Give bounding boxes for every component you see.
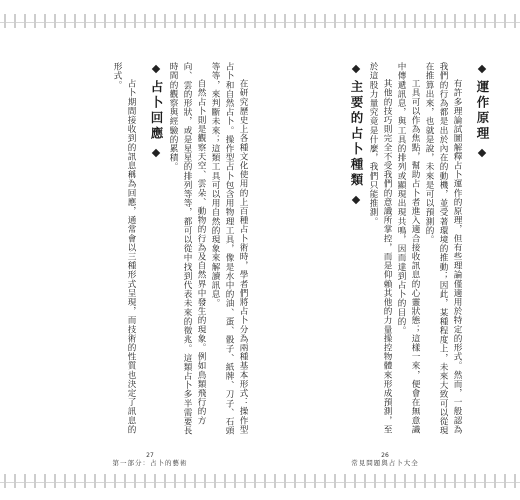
diamond-bullet-icon — [152, 149, 160, 157]
paragraph: 占卜期間接收到的訊息稱為回應，通常會以三種形式呈現，而技術的性質也決定了訊息的形式。 — [112, 62, 136, 435]
paragraph: 有許多理論試圖解釋占卜運作的原理，但有些理論僅適用於特定的形式。然而，一般認為我們的行為都是出於內在的動機，並受著環境的推動；因此，某種程度上，未來大致可以從現在推算出來，也就是說，未來是可以預測的。 — [424, 62, 462, 436]
decorative-bottom-border — [0, 474, 520, 488]
diamond-bullet-icon — [478, 149, 486, 157]
decorative-top-border — [0, 14, 520, 28]
heading-text: 主要的占卜種類 — [349, 80, 364, 189]
running-footer: 常見問題與占卜大全 — [351, 459, 419, 467]
page-footer-left — [90, 452, 210, 468]
running-footer: 第一部分：占卜的藝術 — [112, 459, 188, 467]
section-heading-types — [346, 62, 366, 442]
left-page — [50, 62, 250, 442]
paragraph: 自然占卜則是觀察天空、雲朵、動物的行為及自然界中發生的現象。例如鳥類飛行的方向、雲的形狀，或是星星的排列等等，都可以從中找到代表未來的徵兆。這類占卜多半需要長時間的觀察與經驗的累積。 — [168, 62, 206, 436]
diamond-bullet-icon — [352, 195, 360, 203]
paragraph: 在研究歷史上各種文化使用的上百種占卜術時，學者們將占卜分為兩種基本形式：操作型占卜和自然占卜。操作型占卜包含用物理工具，像是水中的油、蛋、骰子、紙牌、刀子、石頭等等，來判斷未來；這類工具可以用自然的現象來解讀訊息。 — [210, 62, 248, 436]
paragraph: 工具可以作為焦點，幫助占卜者進入適合接收訊息的心靈狀態；這樣一來，便會在無意識中傳遞訊息，與工具的排列或顯現出現共鳴，因而達到占卜的目的。 — [396, 62, 420, 435]
diamond-bullet-icon — [352, 65, 360, 73]
diamond-bullet-icon — [152, 65, 160, 73]
page-number: 26 — [381, 452, 389, 459]
page-footer-right — [325, 452, 445, 468]
section-heading-response — [146, 62, 166, 442]
section-heading-operation — [472, 62, 492, 442]
heading-text: 占卜回應 — [149, 80, 164, 142]
left-page-text — [50, 62, 250, 442]
diamond-bullet-icon — [478, 65, 486, 73]
paragraph: 其他的技巧則完全不受我們的意識所掌控，而是仰賴其他的力量操控物體來形成預測，至於這股力量究竟是什麼，我們只能推測。 — [368, 62, 392, 435]
page-number: 27 — [146, 452, 154, 459]
right-page-text — [272, 62, 492, 442]
right-page — [272, 62, 492, 442]
heading-text: 運作原理 — [475, 80, 490, 142]
